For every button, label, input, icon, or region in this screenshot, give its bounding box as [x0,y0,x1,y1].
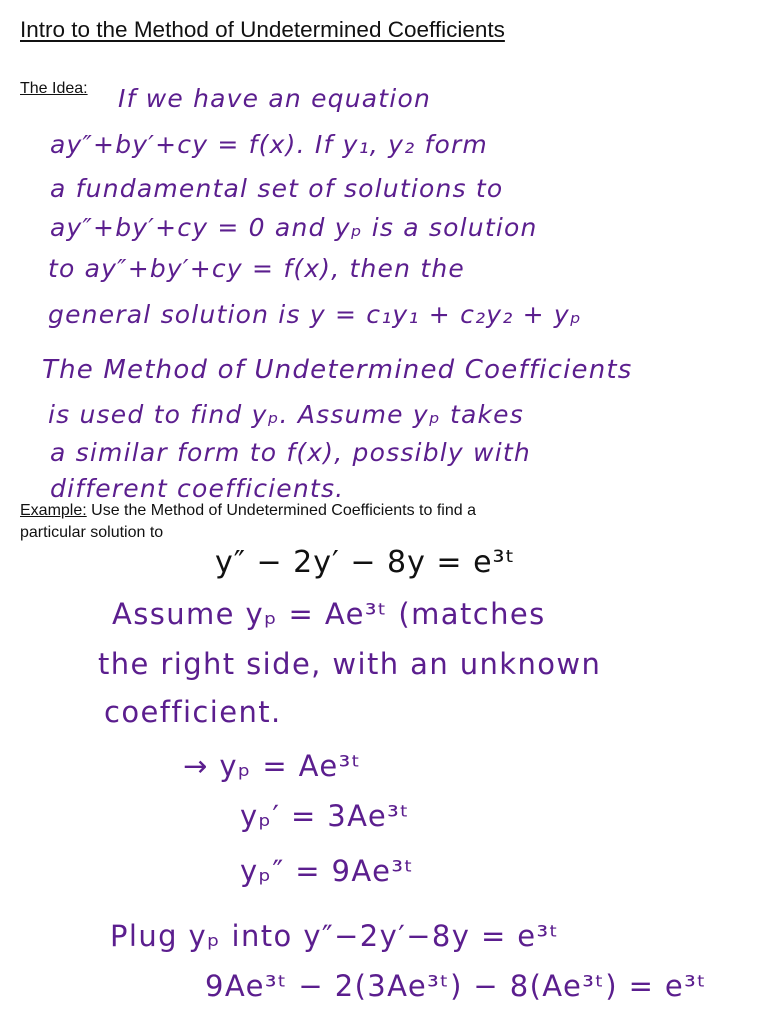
work-line-1: Assume yₚ = Ae³ᵗ (matches [112,597,546,631]
example-line-2: particular solution to [20,524,164,541]
idea-line-2: ay″+by′+cy = f(x). If y₁, y₂ form [50,130,488,159]
idea-label: The Idea: [20,80,88,97]
idea-line-4: ay″+by′+cy = 0 and yₚ is a solution [50,213,538,242]
idea-line-10: different coefficients. [50,474,345,503]
idea-line-3: a fundamental set of solutions to [50,174,504,203]
work-line-6: yₚ″ = 9Ae³ᵗ [240,854,415,888]
work-line-2: the right side, with an unknown [98,647,602,681]
work-line-8: 9Ae³ᵗ − 2(3Ae³ᵗ) − 8(Ae³ᵗ) = e³ᵗ [205,969,708,1003]
work-line-3: coefficient. [104,695,282,729]
idea-line-9: a similar form to f(x), possibly with [50,438,531,467]
idea-line-6: general solution is y = c₁y₁ + c₂y₂ + yₚ [48,300,582,329]
idea-line-7: The Method of Undetermined Coefficients [42,355,633,385]
example-label: Example: [20,502,87,519]
example-line-1 [20,502,476,520]
work-line-5: yₚ′ = 3Ae³ᵗ [240,799,411,833]
work-line-7: Plug yₚ into y″−2y′−8y = e³ᵗ [110,919,560,953]
idea-line-5: to ay″+by′+cy = f(x), then the [48,254,465,283]
idea-line-8: is used to find yₚ. Assume yₚ takes [48,400,524,429]
page-title: Intro to the Method of Undetermined Coefficients [20,17,505,42]
work-line-4: → yₚ = Ae³ᵗ [183,749,362,783]
example-equation: y″ − 2y′ − 8y = e³ᵗ [215,545,516,580]
example-text-1: Use the Method of Undetermined Coefficients to find a [86,502,476,519]
idea-line-1: If we have an equation [118,84,431,113]
